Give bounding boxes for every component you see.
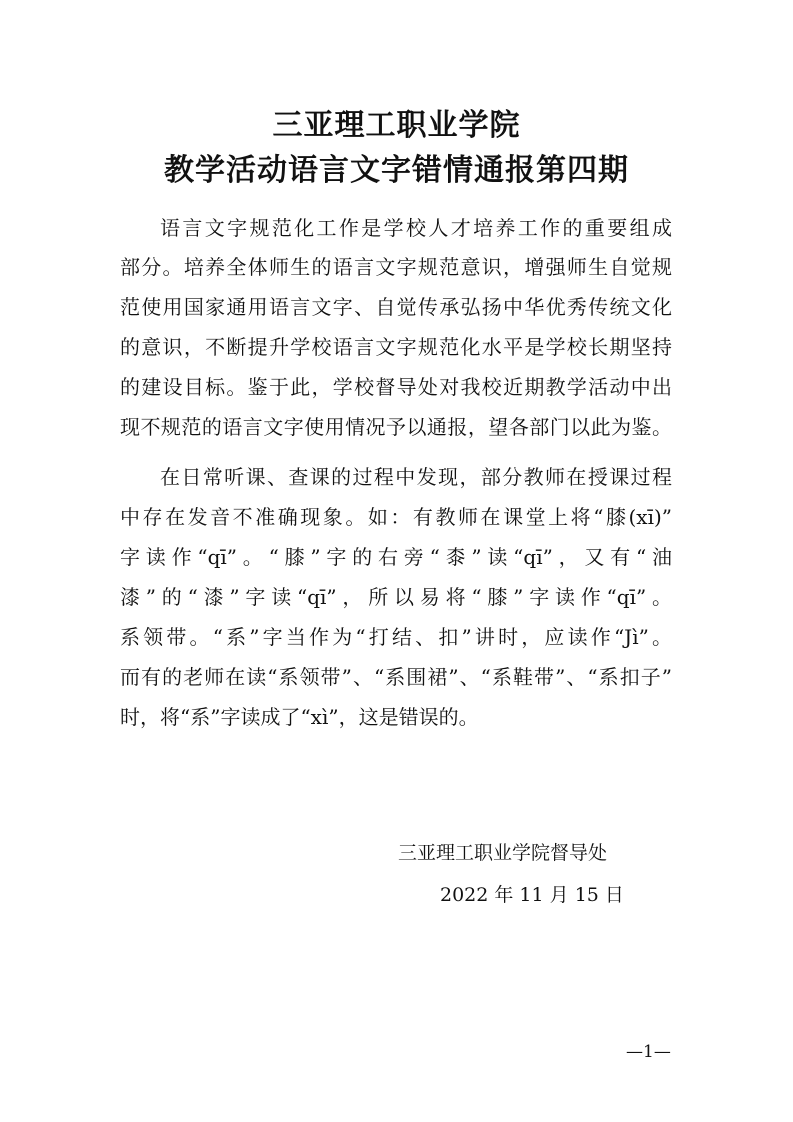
paragraph-1-line: 部分。培养全体师生的语言文字规范意识，增强师生自觉规	[120, 255, 672, 279]
page-number: —1—	[626, 1042, 671, 1062]
paragraph-2-line: 字读作“qī”。“膝”字的右旁“桼”读“qī”，又有“油	[120, 545, 672, 569]
paragraph-1-line: 现不规范的语言文字使用情况予以通报，望各部门以此为鉴。	[120, 415, 672, 439]
paragraph-2-line: 在日常听课、查课的过程中发现，部分教师在授课过程	[160, 465, 672, 489]
paragraph-1-line: 的意识，不断提升学校语言文字规范化水平是学校长期坚持	[120, 335, 672, 359]
paragraph-2-line: 中存在发音不准确现象。如：有教师在课堂上将“膝(xī)”	[120, 505, 672, 529]
paragraph-2-line: 时，将“系”字读成了“xì”，这是错误的。	[120, 705, 479, 729]
paragraph-1-line: 语言文字规范化工作是学校人才培养工作的重要组成	[160, 216, 672, 240]
document-title-line-1: 三亚理工职业学院	[272, 108, 521, 143]
paragraph-1-line: 的建设目标。鉴于此，学校督导处对我校近期教学活动中出	[120, 375, 672, 399]
paragraph-2-line: 而有的老师在读“系领带”、“系围裙”、“系鞋带”、“系扣子”	[120, 665, 672, 689]
date: 2022 年 11 月 15 日	[440, 884, 624, 906]
paragraph-2-line: 漆”的“漆”字读“qī”，所以易将“膝”字读作“qī”。	[120, 585, 672, 609]
paragraph-1-line: 范使用国家通用语言文字、自觉传承弘扬中华优秀传统文化	[120, 295, 672, 319]
document-title-line-2: 教学活动语言文字错情通报第四期	[164, 153, 629, 188]
signature: 三亚理工职业学院督导处	[398, 842, 608, 864]
paragraph-2-line: 系领带。“系”字当作为“打结、扣”讲时，应读作“Jì”。	[120, 625, 672, 649]
